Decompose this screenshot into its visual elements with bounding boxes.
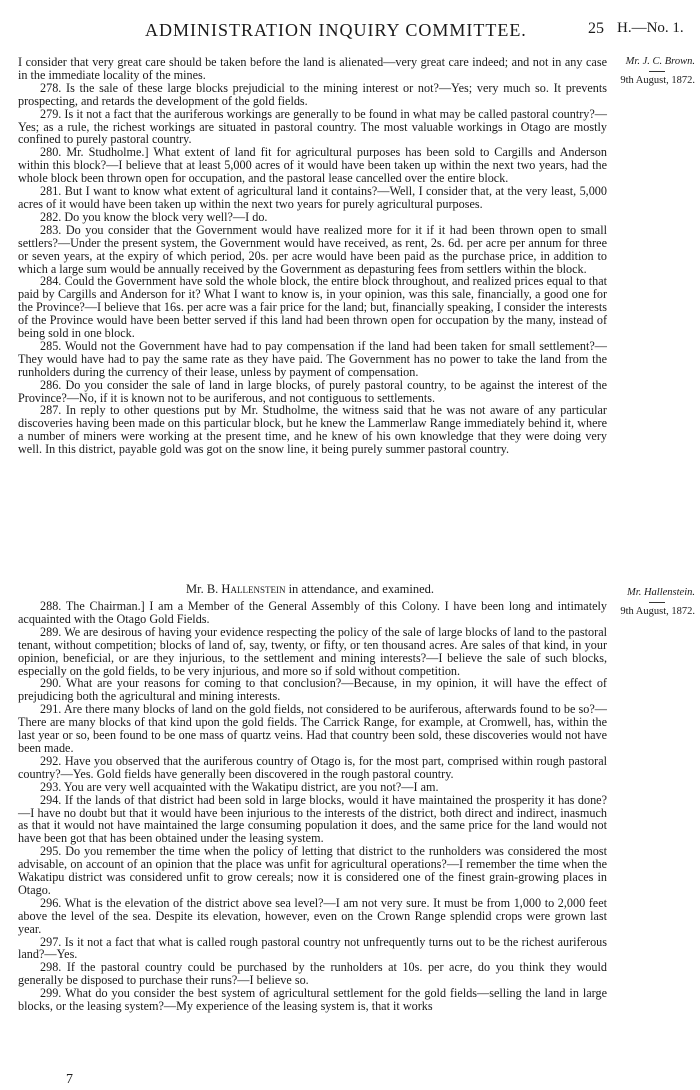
paragraph: 297. Is it not a fact that what is called rough pastoral country not unfrequently turns out to be the richest auriferous land?—Yes. <box>18 934 607 962</box>
margin-rule <box>649 71 665 72</box>
document-ref: H.—No. 1. <box>617 20 684 36</box>
paragraph: 295. Do you remember the time when the policy of letting that district to the runholders was considered the most advisable, on account of an opinion that the place was unfit for agricultural operations?—I remember the time when the Wakatipu district was considered unfit to grow cereals; now it is considered one of the finest grain-growing places in Otago. <box>18 844 607 897</box>
paragraph: 288. The Chairman.] I am a Member of the General Assembly of this Colony. I have been long and intimately acquainted with the Otago Gold Fields. <box>18 599 607 626</box>
paragraph: 293. You are very well acquainted with the Wakatipu district, are you not?—I am. <box>40 779 439 794</box>
paragraph: 278. Is the sale of these large blocks prejudicial to the mining interest or not?—Yes; very much so. It prevents prospecting, and retards the development of the gold fields. <box>18 80 607 108</box>
margin-note-2 <box>609 586 695 618</box>
paragraph: 294. If the lands of that district had been sold in large blocks, would it have maintained the prosperity it has done?—I have no doubt but that it would have been injurious to the interests of the district, both direct and indirect, inasmuch as that it would not have maintained the large consuming population it does, and the same price for the land would not have been got that has been obtained under the leasing system. <box>18 792 607 846</box>
margin-witness: Mr. J. C. Brown. <box>625 56 695 67</box>
margin-date: 9th August, 1872. <box>620 75 695 86</box>
page-number: 25 <box>588 20 604 37</box>
paragraph: 286. Do you consider the sale of land in large blocks, of purely pastoral country, to be against the interest of the Province?—No, if it is known not to be auriferous, and not contiguous to settlements. <box>18 377 607 405</box>
margin-witness: Mr. Hallenstein. <box>627 587 695 598</box>
page-header <box>0 20 700 44</box>
evidence-section-1 <box>18 56 607 456</box>
paragraph: 282. Do you know the block very well?—I do. <box>40 209 268 224</box>
paragraph: 289. We are desirous of having your evidence respecting the policy of the sale of large blocks of land to the pastoral tenant, without competition; blocks of land of, say, twenty, or fifty, or ten thousand acres. Are sales of that kind, in your opinion, beneficial, or are they injurious, to the settlement and mining interests?—I believe the sale of such blocks, especially on the gold fields, to be very injurious, and more so if sold without competition. <box>18 624 607 678</box>
paragraph: 299. What do you consider the best system of agricultural settlement for the gold fields—selling the land in large blocks, or the leasing system?—My experience of the leasing system is, that it works <box>18 986 607 1014</box>
paragraph: I consider that very great care should be taken before the land is alienated—very great care indeed; and not in any case in the immediate locality of the mines. <box>18 55 607 82</box>
paragraph: 296. What is the elevation of the district above sea level?—I am not very sure. It must be from 1,000 to 2,000 feet above the level of the sea. Despite its elevation, however, even on the Crown Range splendid crops were grown last year. <box>18 895 607 936</box>
paragraph: 290. What are your reasons for coming to that conclusion?—Because, in my opinion, it will have the effect of prejudicing both the agricultural and mining interests. <box>18 676 607 704</box>
paragraph: 291. Are there many blocks of land on the gold fields, not considered to be auriferous, afterwards found to be so?—There are many blocks of that kind upon the gold fields. The Carrick Range, for example, at Cromwell, has, within the last year or so, been found to be one mass of quartz veins. Had that country been sold, these discoveries would not have been made. <box>18 702 607 755</box>
paragraph: 283. Do you consider that the Government would have realized more for it if it had been thrown open to small settlers?—Under the present system, the Government would have received, as rent, 2s. 6d. per acre per annum for three or seven years, at the expiry of which period, 20s. per acre would have been paid as the purchase price, in addition to which a large sum would be annually received by the Government as depasturing fees from settlers within the block. <box>18 222 607 276</box>
paragraph: 281. But I want to know what extent of agricultural land it contains?—Well, I consider that, at the very least, 5,000 acres of it would have been taken up within the next two years for purely agricultural purposes. <box>18 184 607 211</box>
paragraph: 279. Is it not a fact that the auriferous workings are generally to be found in what may be called pastoral country?—Yes; as a rule, the richest workings are situated in pastoral country. The most valuable workings in Otago are mostly confined to purely pastoral country. <box>18 106 607 147</box>
witness-heading: Mr. B. Hallenstein in attendance, and examined. <box>185 582 435 596</box>
paragraph: 280. Mr. Studholme.] What extent of land fit for agricultural purposes has been sold to Cargills and Anderson within this block?—I believe that at least 5,000 acres of it would have been taken up within the next two years, had the whole block been thrown open for occupation, and the pastoral lease cancelled over the entire block. <box>18 145 607 186</box>
paragraph: 285. Would not the Government have had to pay compensation if the land had been taken for small settlement?—They would have had to pay the same rate as they have paid. The Government has no power to take the land from the runholders during the currency of their lease, unless by payment of compensation. <box>18 338 607 379</box>
footer-signature: 7 <box>66 1072 73 1087</box>
page-title: ADMINISTRATION INQUIRY COMMITTEE. <box>145 20 527 40</box>
paragraph: 292. Have you observed that the auriferous country of Otago is, for the most part, comprised within rough pastoral country?—Yes. Gold fields have generally been discovered in the rough pastoral country. <box>18 753 607 781</box>
paragraph: 284. Could the Government have sold the whole block, the entire block throughout, and realized prices equal to that paid by Cargills and Anderson for it? What I want to know is, in your opinion, was this sale, financially, a good one for the Province?—I believe that 16s. per acre was a fair price for the land; but, financially speaking, I consider the interests of the Province would have been better served if this land had been thrown open for occupation by the many, instead of being sold in one block. <box>18 274 607 341</box>
margin-date: 9th August, 1872. <box>620 606 695 617</box>
evidence-section-2 <box>18 600 607 1013</box>
margin-rule <box>649 602 665 603</box>
paragraph: 287. In reply to other questions put by Mr. Studholme, the witness said that he was not aware of any particular discoveries having been made on this particular block, but he knew the Lammerlaw Range immediately behind it, where a number of miners were working at the present time, and he knew of his own knowledge that they were doing very well. In this district, payable gold was got on the snow line, it being purely summer pastoral country. <box>18 403 607 457</box>
margin-note-1 <box>609 55 695 87</box>
paragraph: 298. If the pastoral country could be purchased by the runholders at 10s. per acre, do you think they would generally be disposed to purchase their runs?—I believe so. <box>18 960 607 988</box>
